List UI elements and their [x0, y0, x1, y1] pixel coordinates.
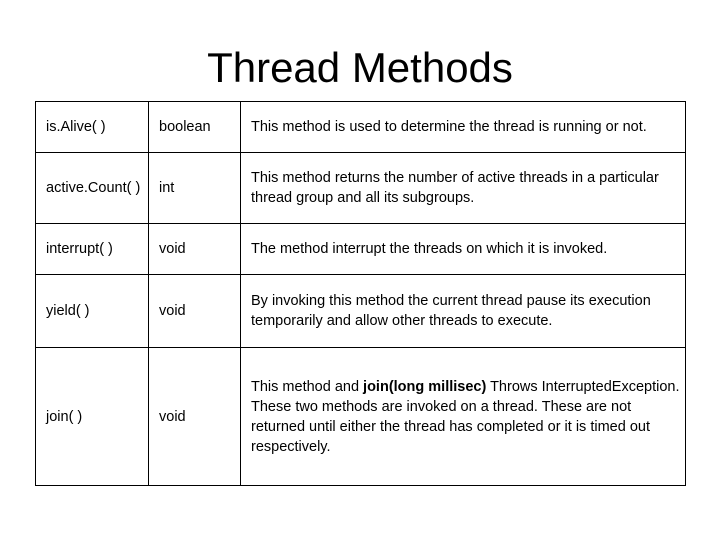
slide-title: Thread Methods: [207, 44, 513, 91]
table-row: [36, 153, 686, 224]
description-text: This method and: [251, 378, 364, 395]
description-cell: This method returns the number of active threads in a particular thread group and all its subgroups.: [241, 153, 686, 224]
thread-methods-table: [35, 101, 686, 486]
description-cell: The method interrupt the threads on which it is invoked.: [241, 224, 686, 275]
return-type-cell: boolean: [149, 102, 241, 153]
method-name-cell: interrupt( ): [36, 224, 149, 275]
description-cell: [241, 348, 686, 486]
description-cell: This method is used to determine the thread is running or not.: [241, 102, 686, 153]
description-text: Throws InterruptedException. These two methods are invoked on a thread. These are not returned until either the thread has completed or it is timed out respectively.: [251, 378, 680, 455]
return-type-cell: void: [149, 348, 241, 486]
table-row: [36, 102, 686, 153]
table-row: [36, 275, 686, 348]
return-type-cell: int: [149, 153, 241, 224]
return-type-cell: void: [149, 224, 241, 275]
description-bold-method: join(long millisec): [363, 378, 487, 395]
description-cell: By invoking this method the current thread pause its execution temporarily and allow other threads to execute.: [241, 275, 686, 348]
method-name-cell: yield( ): [36, 275, 149, 348]
method-name-cell: active.Count( ): [36, 153, 149, 224]
return-type-cell: void: [149, 275, 241, 348]
method-name-cell: is.Alive( ): [36, 102, 149, 153]
method-name-cell: join( ): [36, 348, 149, 486]
table-row: [36, 348, 686, 486]
table-row: [36, 224, 686, 275]
